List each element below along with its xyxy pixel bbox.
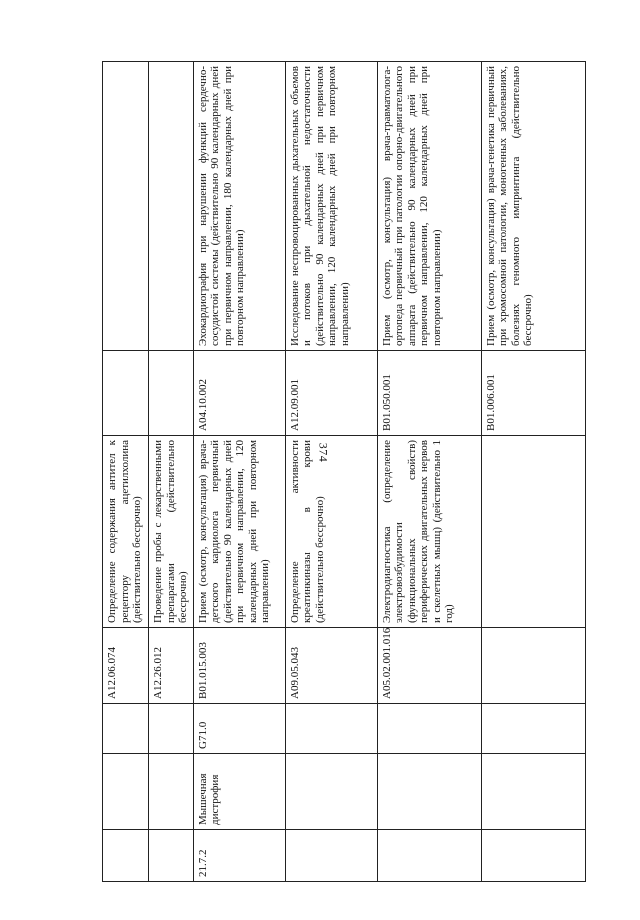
table-row — [149, 62, 194, 882]
diagnostic-code-cell: B01.050.001 — [377, 351, 481, 436]
icd-code-cell — [103, 704, 149, 754]
service-code-cell: A12.06.074 — [103, 628, 149, 704]
service-code-cell: A05.02.001.016 — [377, 628, 481, 704]
diagnostic-code-cell: A12.09.001 — [285, 351, 377, 436]
disease-name-cell — [103, 754, 149, 830]
services-table — [102, 61, 586, 882]
service-description-cell — [481, 436, 585, 628]
diagnostic-code-cell — [103, 351, 149, 436]
service-description-cell: Проведение пробы с лекарственными препаратами (действительно бессрочно) — [149, 436, 194, 628]
diagnostic-description-cell — [103, 62, 149, 351]
diagnostic-code-cell: B01.006.001 — [481, 351, 585, 436]
service-description-cell: Прием (осмотр, консультация) врача-детского кардиолога первичный (действительно 90 календарных дней при первичном направлении, 120 календарных дней при повторном направлении) — [193, 436, 285, 628]
icd-code-cell: G71.0 — [193, 704, 285, 754]
row-number-cell — [103, 830, 149, 882]
table-row — [285, 62, 377, 882]
icd-code-cell — [377, 704, 481, 754]
diagnostic-description-cell: Эхокардиография при нарушении функций сердечно-сосудистой системы (действительно 90 календарных дней при первичном направлении, 180 календарных дней при повторном направлении) — [193, 62, 285, 351]
page-number: 374 — [316, 442, 331, 463]
icd-code-cell — [285, 704, 377, 754]
disease-name-cell — [481, 754, 585, 830]
diagnostic-description-cell — [149, 62, 194, 351]
table-row — [193, 62, 285, 882]
disease-name-cell: Мышечная дистрофия — [193, 754, 285, 830]
disease-name-cell — [377, 754, 481, 830]
row-number-cell — [481, 830, 585, 882]
rotated-table-block — [102, 62, 602, 882]
row-number-cell — [285, 830, 377, 882]
diagnostic-description-cell: Прием (осмотр, консультация) врача-травматолога-ортопеда первичный при патологии опорно-двигательного аппарата (действительно 90 календарных дней при первичном направлении, 120 календарных дней при повторном направлении) — [377, 62, 481, 351]
service-description-cell: Электродиагностика (определение электровозбудимости (функциональных свойств) периферических двигательных нервов и скелетных мышц) (действительно 1 год) — [377, 436, 481, 628]
diagnostic-description-cell: Прием (осмотр, консультация) врача-генетика первичный при хромосомной патологии, моногенных заболеваниях, болезнях геномного импринтинга (действительно бессрочно) — [481, 62, 585, 351]
service-code-cell: B01.015.003 — [193, 628, 285, 704]
service-code-cell — [481, 628, 585, 704]
service-description-cell: Определение содержания антител к рецептору ацетилхолина (действительно бессрочно) — [103, 436, 149, 628]
service-code-cell: A09.05.043 — [285, 628, 377, 704]
diagnostic-description-cell: Исследование неспровоцированных дыхательных объемов и потоков при дыхательной недостаточности (действительно 90 календарных дней при первичном направлении, 120 календарных дней при повторном направлении) — [285, 62, 377, 351]
table-row — [103, 62, 149, 882]
diagnostic-code-cell: A04.10.002 — [193, 351, 285, 436]
disease-name-cell — [149, 754, 194, 830]
icd-code-cell — [149, 704, 194, 754]
diagnostic-code-cell — [149, 351, 194, 436]
row-number-cell: 21.7.2 — [193, 830, 285, 882]
table-row — [481, 62, 585, 882]
table-row — [377, 62, 481, 882]
icd-code-cell — [481, 704, 585, 754]
service-code-cell: A12.26.012 — [149, 628, 194, 704]
service-description-cell: Определение активности креатинкиназы в крови (действительно бессрочно) — [285, 436, 377, 628]
row-number-cell — [377, 830, 481, 882]
disease-name-cell — [285, 754, 377, 830]
row-number-cell — [149, 830, 194, 882]
